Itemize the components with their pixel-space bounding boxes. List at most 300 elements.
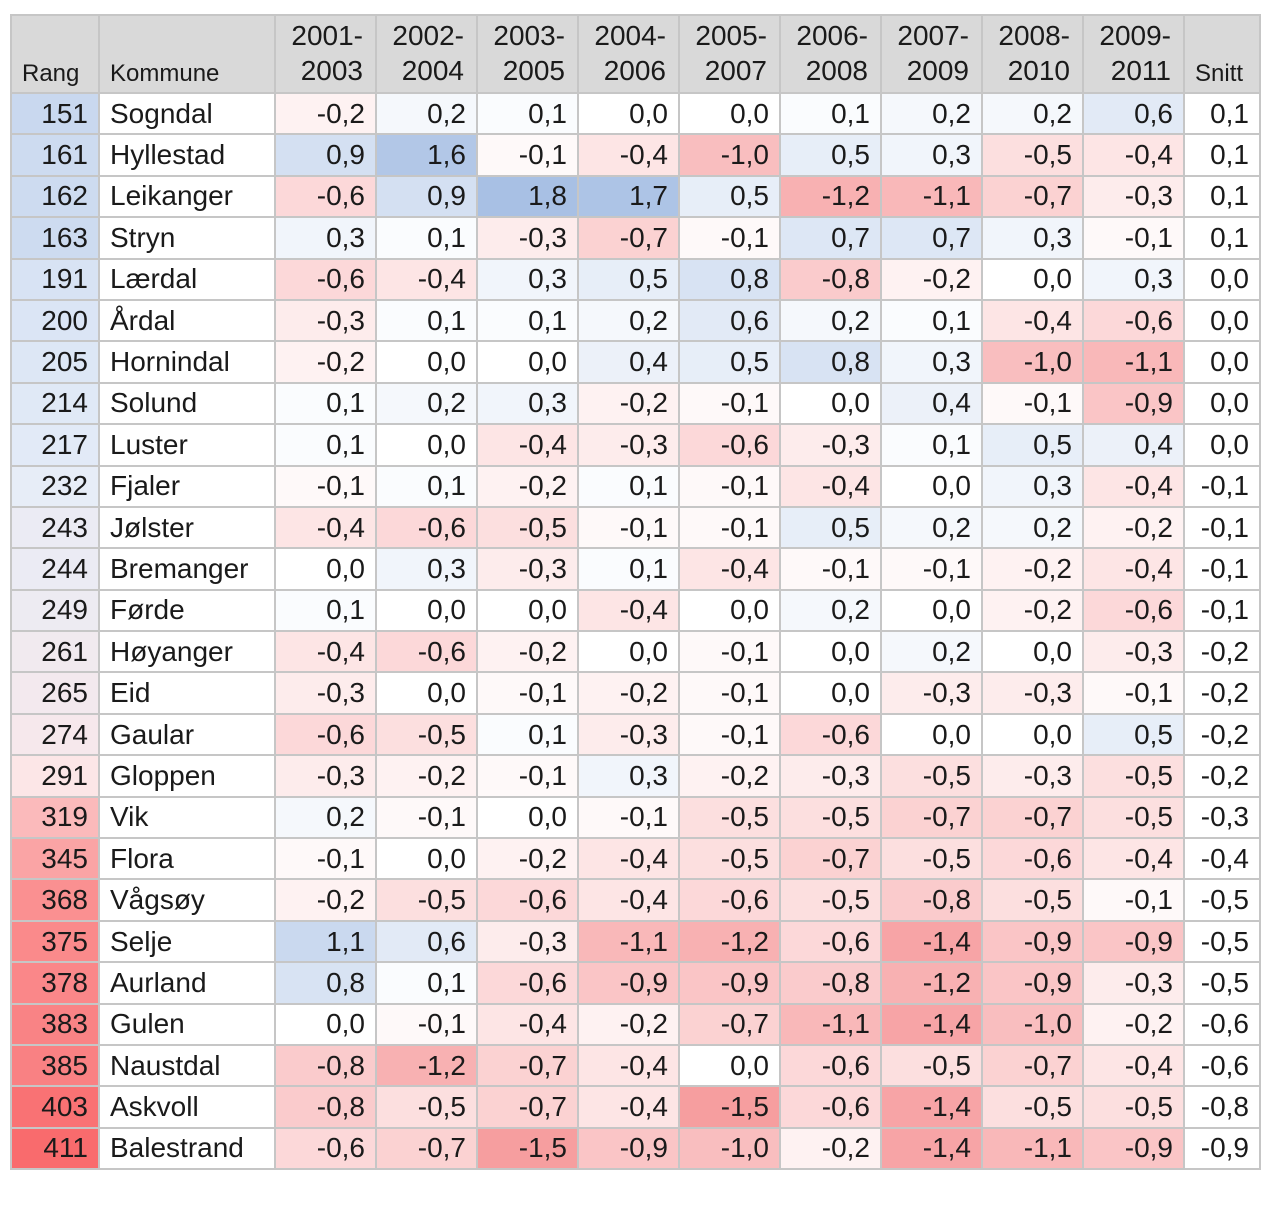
value-cell: 0,1 (477, 93, 578, 134)
period-header-line: 2005- (695, 20, 767, 51)
municipality-cell: Aurland (99, 962, 275, 1003)
value-cell: -0,1 (477, 672, 578, 713)
period-header-line: 2010 (1007, 55, 1070, 86)
average-cell: -0,4 (1184, 838, 1260, 879)
value-cell: -0,1 (1083, 879, 1184, 920)
value-cell: -0,4 (275, 507, 376, 548)
value-cell: 0,1 (376, 300, 477, 341)
average-cell: -0,1 (1184, 507, 1260, 548)
value-cell: -0,3 (780, 755, 881, 796)
value-cell: 0,8 (780, 341, 881, 382)
value-cell: -1,4 (881, 1128, 982, 1169)
value-cell: 0,3 (477, 383, 578, 424)
value-cell: 0,1 (578, 548, 679, 589)
municipality-cell: Gulen (99, 1004, 275, 1045)
value-cell: -0,7 (477, 1045, 578, 1086)
value-cell: 0,3 (275, 217, 376, 258)
table-row (11, 466, 1260, 507)
value-cell: 0,0 (679, 590, 780, 631)
value-cell: -0,4 (477, 424, 578, 465)
value-cell: -0,5 (477, 507, 578, 548)
value-cell: -0,8 (780, 259, 881, 300)
value-cell: 1,8 (477, 176, 578, 217)
value-cell: -0,9 (1083, 1128, 1184, 1169)
value-cell: 0,1 (578, 466, 679, 507)
value-cell: -0,3 (477, 217, 578, 258)
value-cell: -0,4 (982, 300, 1083, 341)
value-cell: -0,6 (780, 714, 881, 755)
value-cell: -0,8 (275, 1086, 376, 1127)
average-cell: -0,6 (1184, 1004, 1260, 1045)
rank-cell: 375 (11, 921, 99, 962)
value-cell: 0,0 (275, 1004, 376, 1045)
value-cell: -0,4 (578, 134, 679, 175)
rank-cell: 319 (11, 797, 99, 838)
period-header-line: 2008- (998, 20, 1070, 51)
value-cell: -0,6 (1083, 300, 1184, 341)
table-row (11, 1045, 1260, 1086)
rank-cell: 368 (11, 879, 99, 920)
value-cell: 0,5 (982, 424, 1083, 465)
value-cell: -0,2 (477, 466, 578, 507)
rank-cell: 191 (11, 259, 99, 300)
average-cell: 0,1 (1184, 134, 1260, 175)
value-cell: -0,8 (275, 1045, 376, 1086)
value-cell: 0,0 (376, 424, 477, 465)
value-cell: -0,9 (679, 962, 780, 1003)
value-cell: -0,5 (982, 134, 1083, 175)
municipality-cell: Askvoll (99, 1086, 275, 1127)
value-cell: 0,2 (881, 93, 982, 134)
rank-cell: 232 (11, 466, 99, 507)
value-cell: -0,3 (780, 424, 881, 465)
period-header-line: 2008 (805, 55, 868, 86)
value-cell: 0,1 (780, 93, 881, 134)
value-cell: 0,0 (881, 714, 982, 755)
value-cell: -1,0 (679, 1128, 780, 1169)
table-row (11, 879, 1260, 920)
municipality-cell: Hyllestad (99, 134, 275, 175)
value-cell: 0,0 (679, 93, 780, 134)
value-cell: -0,8 (881, 879, 982, 920)
table-row (11, 1004, 1260, 1045)
value-cell: -0,2 (275, 93, 376, 134)
value-cell: 1,1 (275, 921, 376, 962)
value-cell: 0,4 (1083, 424, 1184, 465)
period-header-line: 2007- (897, 20, 969, 51)
rank-cell: 162 (11, 176, 99, 217)
period-header-line: 2009 (906, 55, 969, 86)
value-cell: 0,0 (376, 341, 477, 382)
value-cell: -1,4 (881, 1004, 982, 1045)
value-cell: -1,1 (881, 176, 982, 217)
value-cell: 0,8 (275, 962, 376, 1003)
value-cell: -0,5 (1083, 797, 1184, 838)
value-cell: -0,1 (578, 507, 679, 548)
value-cell: 0,1 (275, 424, 376, 465)
average-cell: -0,9 (1184, 1128, 1260, 1169)
municipality-cell: Gloppen (99, 755, 275, 796)
value-cell: -0,1 (1083, 672, 1184, 713)
period-header-line: 2011 (1110, 55, 1171, 86)
value-cell: -0,6 (275, 259, 376, 300)
value-cell: 0,9 (275, 134, 376, 175)
value-cell: -1,1 (1083, 341, 1184, 382)
value-cell: -0,9 (578, 1128, 679, 1169)
rank-cell: 214 (11, 383, 99, 424)
rank-cell: 383 (11, 1004, 99, 1045)
value-cell: -0,5 (881, 755, 982, 796)
value-cell: -0,4 (1083, 838, 1184, 879)
rank-cell: 261 (11, 631, 99, 672)
average-cell: -0,2 (1184, 672, 1260, 713)
value-cell: -0,4 (780, 466, 881, 507)
value-cell: -0,1 (477, 134, 578, 175)
average-cell: -0,6 (1184, 1045, 1260, 1086)
value-cell: -0,5 (982, 1086, 1083, 1127)
value-cell: -0,7 (376, 1128, 477, 1169)
rank-cell: 249 (11, 590, 99, 631)
period-header (275, 15, 376, 93)
value-cell: -0,7 (881, 797, 982, 838)
value-cell: 0,0 (275, 548, 376, 589)
value-cell: 1,6 (376, 134, 477, 175)
period-header (477, 15, 578, 93)
table-row (11, 217, 1260, 258)
value-cell: 0,1 (881, 424, 982, 465)
period-header (881, 15, 982, 93)
value-cell: 0,1 (477, 714, 578, 755)
value-cell: -0,7 (679, 1004, 780, 1045)
value-cell: 0,0 (982, 259, 1083, 300)
value-cell: -0,3 (1083, 631, 1184, 672)
value-cell: -1,4 (881, 1086, 982, 1127)
value-cell: 0,2 (376, 383, 477, 424)
value-cell: -0,6 (275, 1128, 376, 1169)
value-cell: -0,3 (578, 424, 679, 465)
table-row (11, 797, 1260, 838)
value-cell: -0,5 (376, 879, 477, 920)
table-row (11, 631, 1260, 672)
value-cell: -0,4 (578, 590, 679, 631)
average-cell: -0,1 (1184, 466, 1260, 507)
municipality-cell: Fjaler (99, 466, 275, 507)
value-cell: -0,7 (982, 176, 1083, 217)
value-cell: 0,0 (477, 341, 578, 382)
rank-cell: 385 (11, 1045, 99, 1086)
value-cell: 0,6 (376, 921, 477, 962)
value-cell: -0,6 (1083, 590, 1184, 631)
average-cell: -0,5 (1184, 921, 1260, 962)
value-cell: -0,5 (1083, 1086, 1184, 1127)
value-cell: -0,5 (881, 1045, 982, 1086)
value-cell: 0,0 (376, 838, 477, 879)
value-cell: -0,2 (275, 341, 376, 382)
value-cell: 0,1 (275, 383, 376, 424)
value-cell: 0,2 (982, 507, 1083, 548)
municipality-cell: Luster (99, 424, 275, 465)
table-row (11, 1128, 1260, 1169)
value-cell: -1,5 (477, 1128, 578, 1169)
value-cell: -0,4 (477, 1004, 578, 1045)
value-cell: -0,4 (1083, 134, 1184, 175)
value-cell: -0,3 (275, 755, 376, 796)
value-cell: 0,2 (780, 590, 881, 631)
value-cell: -1,2 (376, 1045, 477, 1086)
table-row (11, 714, 1260, 755)
value-cell: -0,4 (1083, 1045, 1184, 1086)
period-header-line: 2006 (603, 55, 666, 86)
value-cell: 0,1 (376, 217, 477, 258)
value-cell: -0,2 (780, 1128, 881, 1169)
value-cell: -0,3 (881, 672, 982, 713)
value-cell: -0,3 (1083, 176, 1184, 217)
value-cell: 0,4 (578, 341, 679, 382)
value-cell: 0,5 (1083, 714, 1184, 755)
municipality-cell: Naustdal (99, 1045, 275, 1086)
rank-cell: 274 (11, 714, 99, 755)
value-cell: 0,7 (881, 217, 982, 258)
value-cell: -0,2 (275, 879, 376, 920)
value-cell: 0,0 (780, 383, 881, 424)
value-cell: 0,3 (376, 548, 477, 589)
value-cell: -0,1 (780, 548, 881, 589)
value-cell: -0,3 (275, 672, 376, 713)
table-row (11, 300, 1260, 341)
average-cell: 0,0 (1184, 300, 1260, 341)
value-cell: -1,2 (881, 962, 982, 1003)
municipality-cell: Førde (99, 590, 275, 631)
value-cell: -1,4 (881, 921, 982, 962)
municipality-cell: Stryn (99, 217, 275, 258)
rank-cell: 217 (11, 424, 99, 465)
value-cell: -0,1 (679, 466, 780, 507)
value-cell: -0,7 (578, 217, 679, 258)
value-cell: 0,0 (881, 590, 982, 631)
value-cell: 0,5 (780, 507, 881, 548)
value-cell: -0,2 (1083, 507, 1184, 548)
value-cell: -0,9 (1083, 921, 1184, 962)
average-header: Snitt (1184, 15, 1260, 93)
value-cell: -0,1 (679, 672, 780, 713)
value-cell: -0,6 (780, 921, 881, 962)
rank-cell: 265 (11, 672, 99, 713)
period-header-line: 2006- (796, 20, 868, 51)
value-cell: -0,5 (376, 714, 477, 755)
value-cell: -0,5 (982, 879, 1083, 920)
table-body (11, 93, 1260, 1169)
value-cell: -0,7 (477, 1086, 578, 1127)
average-cell: -0,5 (1184, 962, 1260, 1003)
average-cell: 0,1 (1184, 176, 1260, 217)
value-cell: -0,6 (275, 176, 376, 217)
value-cell: 0,3 (881, 341, 982, 382)
value-cell: 0,7 (780, 217, 881, 258)
municipality-cell: Sogndal (99, 93, 275, 134)
value-cell: -0,2 (881, 259, 982, 300)
value-cell: -0,4 (679, 548, 780, 589)
value-cell: -0,4 (1083, 466, 1184, 507)
rank-cell: 151 (11, 93, 99, 134)
period-header-line: 2004 (401, 55, 464, 86)
municipality-cell: Årdal (99, 300, 275, 341)
value-cell: 0,0 (578, 93, 679, 134)
value-cell: 0,1 (376, 962, 477, 1003)
value-cell: 0,2 (881, 507, 982, 548)
value-cell: -0,2 (376, 755, 477, 796)
value-cell: -0,4 (578, 1086, 679, 1127)
value-cell: -0,2 (477, 838, 578, 879)
table-row (11, 590, 1260, 631)
table-row (11, 838, 1260, 879)
value-cell: -1,5 (679, 1086, 780, 1127)
value-cell: -0,6 (679, 424, 780, 465)
municipality-cell: Solund (99, 383, 275, 424)
value-cell: -0,6 (780, 1086, 881, 1127)
value-cell: -1,1 (578, 921, 679, 962)
value-cell: 0,0 (578, 631, 679, 672)
table-row (11, 176, 1260, 217)
average-cell: 0,0 (1184, 424, 1260, 465)
table-row (11, 424, 1260, 465)
value-cell: -0,6 (982, 838, 1083, 879)
value-cell: -0,1 (679, 383, 780, 424)
rank-cell: 345 (11, 838, 99, 879)
value-cell: -0,4 (578, 838, 679, 879)
value-cell: 0,0 (881, 466, 982, 507)
value-cell: 0,4 (881, 383, 982, 424)
average-cell: -0,1 (1184, 548, 1260, 589)
average-cell: -0,3 (1184, 797, 1260, 838)
table-row (11, 507, 1260, 548)
rank-cell: 163 (11, 217, 99, 258)
rank-cell: 291 (11, 755, 99, 796)
value-cell: -0,3 (982, 755, 1083, 796)
period-header-line: 2009- (1099, 20, 1171, 51)
rank-cell: 205 (11, 341, 99, 382)
value-cell: -0,5 (1083, 755, 1184, 796)
municipality-cell: Eid (99, 672, 275, 713)
average-cell: -0,2 (1184, 714, 1260, 755)
value-cell: -0,1 (477, 755, 578, 796)
value-cell: 0,2 (982, 93, 1083, 134)
municipality-cell: Vik (99, 797, 275, 838)
value-cell: 0,0 (376, 672, 477, 713)
value-cell: -0,6 (477, 962, 578, 1003)
value-cell: -0,5 (881, 838, 982, 879)
value-cell: -0,1 (679, 507, 780, 548)
rank-cell: 243 (11, 507, 99, 548)
value-cell: -1,0 (679, 134, 780, 175)
value-cell: 0,5 (578, 259, 679, 300)
value-cell: 0,3 (982, 217, 1083, 258)
value-cell: -0,2 (679, 755, 780, 796)
value-cell: -0,1 (982, 383, 1083, 424)
rank-cell: 411 (11, 1128, 99, 1169)
period-header-line: 2003- (493, 20, 565, 51)
municipality-cell: Selje (99, 921, 275, 962)
value-cell: 0,0 (477, 590, 578, 631)
table-row (11, 259, 1260, 300)
value-cell: -0,3 (477, 548, 578, 589)
value-cell: -0,6 (780, 1045, 881, 1086)
value-cell: -1,0 (982, 341, 1083, 382)
value-cell: -0,4 (275, 631, 376, 672)
value-cell: -0,1 (679, 217, 780, 258)
value-cell: -0,7 (982, 797, 1083, 838)
period-header (1083, 15, 1184, 93)
value-cell: -0,6 (679, 879, 780, 920)
ranking-table (10, 14, 1261, 1170)
value-cell: 1,7 (578, 176, 679, 217)
value-cell: -0,5 (780, 879, 881, 920)
value-cell: -1,0 (982, 1004, 1083, 1045)
average-cell: 0,0 (1184, 341, 1260, 382)
value-cell: 0,5 (679, 341, 780, 382)
period-header-line: 2004- (594, 20, 666, 51)
period-header-line: 2002- (392, 20, 464, 51)
value-cell: 0,0 (477, 797, 578, 838)
value-cell: 0,1 (477, 300, 578, 341)
municipality-cell: Balestrand (99, 1128, 275, 1169)
value-cell: -0,2 (982, 548, 1083, 589)
value-cell: 0,2 (881, 631, 982, 672)
table-row (11, 134, 1260, 175)
average-cell: -0,1 (1184, 590, 1260, 631)
value-cell: 0,3 (1083, 259, 1184, 300)
value-cell: -0,3 (982, 672, 1083, 713)
value-cell: -0,6 (376, 507, 477, 548)
value-cell: -0,5 (376, 1086, 477, 1127)
value-cell: 0,3 (477, 259, 578, 300)
value-cell: -0,1 (881, 548, 982, 589)
value-cell: -0,4 (578, 1045, 679, 1086)
average-cell: 0,1 (1184, 93, 1260, 134)
municipality-cell: Høyanger (99, 631, 275, 672)
period-header (982, 15, 1083, 93)
table-row (11, 672, 1260, 713)
value-cell: 0,3 (578, 755, 679, 796)
rank-cell: 403 (11, 1086, 99, 1127)
value-cell: -0,9 (578, 962, 679, 1003)
value-cell: -0,1 (1083, 217, 1184, 258)
municipality-cell: Bremanger (99, 548, 275, 589)
value-cell: -0,1 (376, 797, 477, 838)
average-cell: -0,2 (1184, 631, 1260, 672)
value-cell: 0,0 (982, 714, 1083, 755)
table-row (11, 1086, 1260, 1127)
municipality-cell: Vågsøy (99, 879, 275, 920)
average-cell: -0,2 (1184, 755, 1260, 796)
period-header-line: 2005 (502, 55, 565, 86)
period-header (679, 15, 780, 93)
period-header (578, 15, 679, 93)
value-cell: -0,8 (780, 962, 881, 1003)
rank-cell: 378 (11, 962, 99, 1003)
municipality-cell: Lærdal (99, 259, 275, 300)
value-cell: -0,3 (1083, 962, 1184, 1003)
header-row (11, 15, 1260, 93)
value-cell: -1,2 (780, 176, 881, 217)
average-cell: -0,8 (1184, 1086, 1260, 1127)
value-cell: 0,2 (578, 300, 679, 341)
value-cell: -0,4 (578, 879, 679, 920)
period-header-line: 2007 (704, 55, 767, 86)
period-header (780, 15, 881, 93)
period-header-line: 2003 (300, 55, 363, 86)
value-cell: -0,1 (275, 466, 376, 507)
table-row (11, 921, 1260, 962)
